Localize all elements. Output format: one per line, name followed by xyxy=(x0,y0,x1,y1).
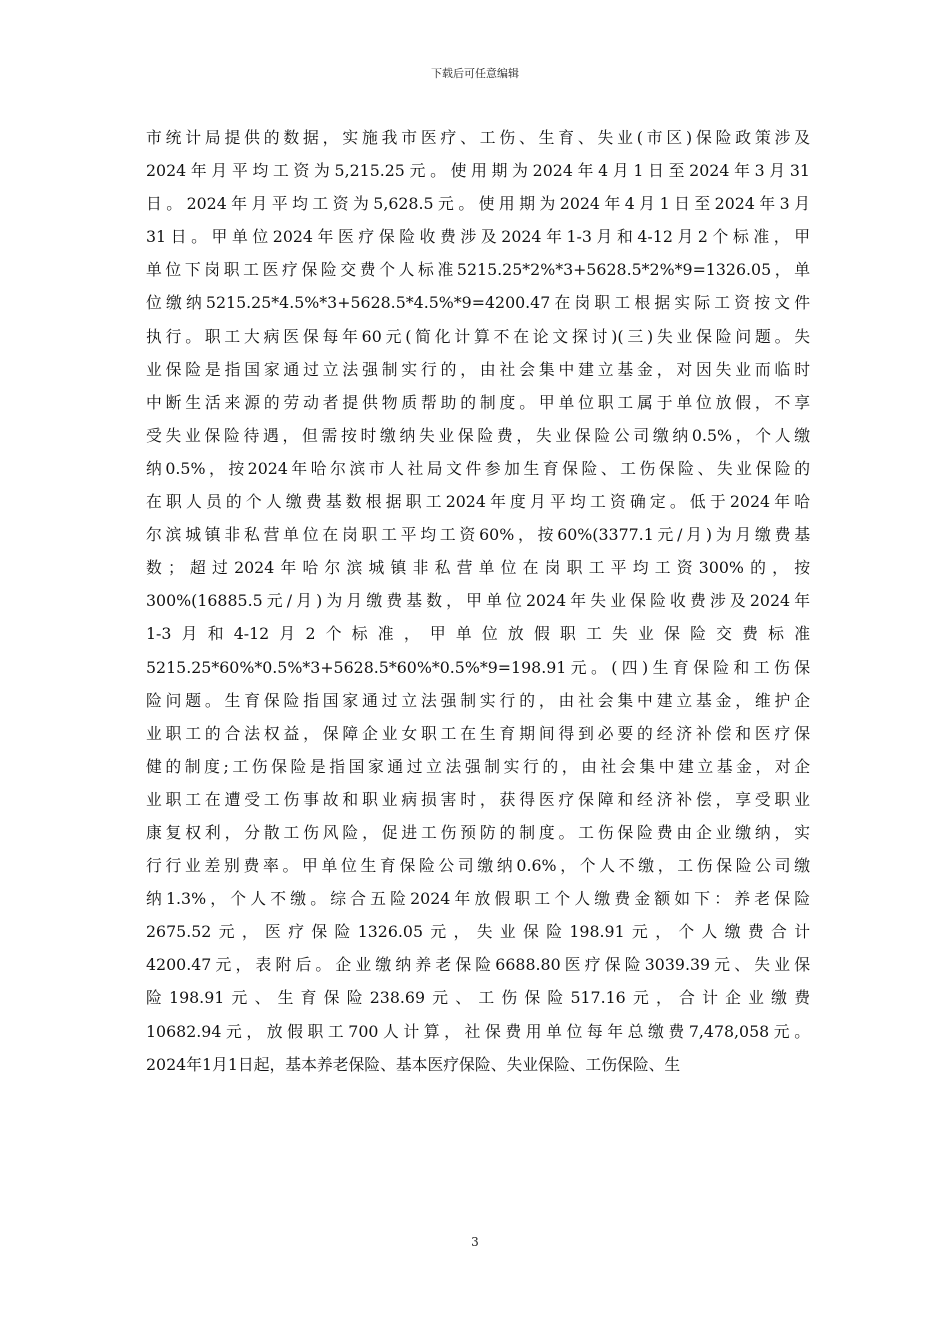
body-line: 位缴纳5215.25*4.5%*3+5628.5*4.5%*9=4200.47在岗职工根据实际工资按文件 xyxy=(146,293,810,313)
body-line: 健的制度;工伤保险是指国家通过立法强制实行的，由社会集中建立基金，对企 xyxy=(146,756,810,776)
body-line: 单位下岗职工医疗保险交费个人标准5215.25*2%*3+5628.5*2%*9=1326.05，单 xyxy=(146,260,810,280)
body-line: 业保险是指国家通过立法强制实行的，由社会集中建立基金，对因失业而临时 xyxy=(146,359,810,379)
body-line: 市统计局提供的数据，实施我市医疗、工伤、生育、失业(市区)保险政策涉及 xyxy=(146,128,810,147)
body-line: 31日。甲单位2024年医疗保险收费涉及2024年1-3月和4-12月2个标准，甲 xyxy=(146,227,810,247)
body-line: 业职工的合法权益，保障企业女职工在生育期间得到必要的经济补偿和医疗保 xyxy=(146,723,810,743)
body-line: 5215.25*60%*0.5%*3+5628.5*60%*0.5%*9=198.91元。(四)生育保险和工伤保 xyxy=(146,657,810,677)
body-line: 险198.91元、生育保险238.69元、工伤保险517.16元，合计企业缴费 xyxy=(146,988,810,1008)
body-line: 1-3月和4-12月2个标准，甲单位放假职工失业保险交费标准 xyxy=(146,624,810,644)
body-line: 业职工在遭受工伤事故和职业病损害时，获得医疗保障和经济补偿，享受职业 xyxy=(146,789,810,809)
body-line: 日。2024年月平均工资为5,628.5元。使用期为2024年4月1日至2024年3月 xyxy=(146,194,810,214)
body-line: 纳0.5%，按2024年哈尔滨市人社局文件参加生育保险、工伤保险、失业保险的 xyxy=(146,458,810,478)
document-body xyxy=(146,121,810,1081)
body-line: 10682.94元，放假职工700人计算，社保费用单位每年总缴费7,478,058元。 xyxy=(146,1021,810,1041)
body-line: 300%(16885.5元/月)为月缴费基数，甲单位2024年失业保险收费涉及2024年 xyxy=(146,591,810,611)
body-line: 2024年1月1日起，基本养老保险、基本医疗保险、失业保险、工伤保险、生 xyxy=(146,1054,681,1074)
body-line: 2024年月平均工资为5,215.25元。使用期为2024年4月1日至2024年3月31 xyxy=(146,161,810,181)
body-line: 4200.47元，表附后。企业缴纳养老保险6688.80医疗保险3039.39元、失业保 xyxy=(146,955,810,975)
body-line: 康复权利，分散工伤风险，促进工伤预防的制度。工伤保险费由企业缴纳，实 xyxy=(146,822,810,842)
body-line: 纳1.3%，个人不缴。综合五险2024年放假职工个人缴费金额如下：养老保险 xyxy=(146,889,810,909)
body-line: 执行。职工大病医保每年60元(简化计算不在论文探讨)(三)失业保险问题。失 xyxy=(146,326,810,346)
body-line: 数；超过2024年哈尔滨城镇非私营单位在岗职工平均工资300%的，按 xyxy=(146,558,810,578)
body-line: 中断生活来源的劳动者提供物质帮助的制度。甲单位职工属于单位放假，不享 xyxy=(146,392,810,412)
page-header: 下载后可任意编辑 xyxy=(431,67,519,80)
page-number: 3 xyxy=(471,1235,479,1249)
body-line: 受失业保险待遇，但需按时缴纳失业保险费，失业保险公司缴纳0.5%，个人缴 xyxy=(146,425,810,445)
body-line: 尔滨城镇非私营单位在岗职工平均工资60%，按60%(3377.1元/月)为月缴费基 xyxy=(146,525,810,545)
body-line: 行行业差别费率。甲单位生育保险公司缴纳0.6%，个人不缴，工伤保险公司缴 xyxy=(146,856,810,876)
body-line: 2675.52元，医疗保险1326.05元，失业保险198.91元，个人缴费合计 xyxy=(146,922,810,942)
body-line: 险问题。生育保险指国家通过立法强制实行的，由社会集中建立基金，维护企 xyxy=(146,690,810,710)
body-line: 在职人员的个人缴费基数根据职工2024年度月平均工资确定。低于2024年哈 xyxy=(146,492,810,512)
